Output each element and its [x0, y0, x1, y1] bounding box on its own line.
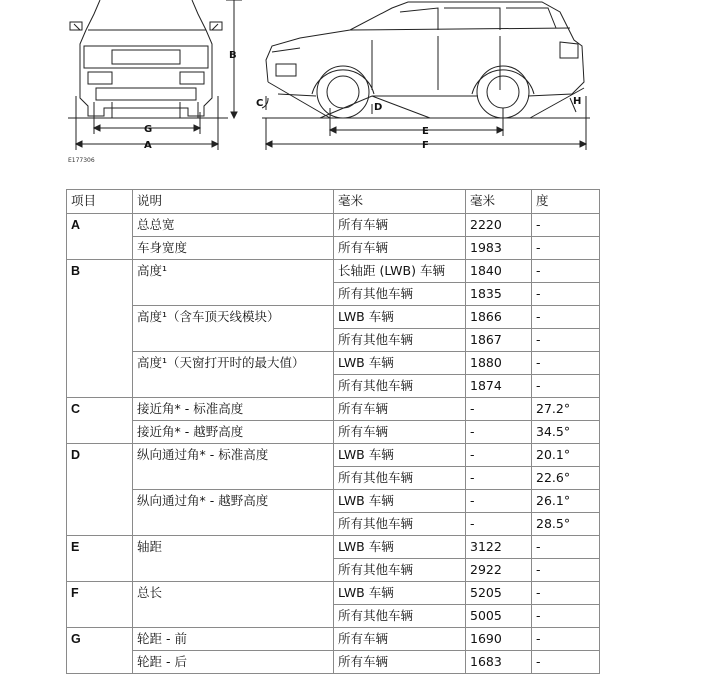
cell-description: 总总宽: [133, 214, 334, 237]
label-d: D: [374, 102, 383, 113]
label-b: B: [229, 50, 237, 61]
cell-description: [133, 329, 334, 352]
cell-degree: 27.2°: [532, 398, 600, 421]
cell-mm: 1867: [466, 329, 532, 352]
cell-description: 高度¹（天窗打开时的最大值）: [133, 352, 334, 375]
cell-item: [67, 352, 133, 375]
cell-item: [67, 421, 133, 444]
table-row: [67, 467, 600, 490]
cell-scope: 所有车辆: [334, 237, 466, 260]
cell-degree: -: [532, 283, 600, 306]
cell-degree: -: [532, 559, 600, 582]
cell-degree: 20.1°: [532, 444, 600, 467]
cell-description: [133, 375, 334, 398]
cell-description: 纵向通过角* - 越野高度: [133, 490, 334, 513]
cell-mm: 3122: [466, 536, 532, 559]
cell-degree: -: [532, 628, 600, 651]
header-degree: 度: [532, 190, 600, 214]
table-row: [67, 214, 600, 237]
cell-item: [67, 306, 133, 329]
cell-mm: 1690: [466, 628, 532, 651]
table-row: [67, 398, 600, 421]
cell-item: E: [67, 536, 133, 559]
cell-degree: -: [532, 582, 600, 605]
cell-mm: -: [466, 421, 532, 444]
table-row: [67, 306, 600, 329]
cell-degree: -: [532, 214, 600, 237]
cell-item: [67, 467, 133, 490]
cell-degree: -: [532, 329, 600, 352]
cell-degree: -: [532, 375, 600, 398]
cell-mm: -: [466, 513, 532, 536]
cell-description: 纵向通过角* - 标准高度: [133, 444, 334, 467]
header-item: 项目: [67, 190, 133, 214]
dimensions-table: [66, 189, 600, 674]
cell-mm: 1880: [466, 352, 532, 375]
cell-item: [67, 559, 133, 582]
cell-scope: LWB 车辆: [334, 306, 466, 329]
table-row: [67, 490, 600, 513]
cell-scope: 所有车辆: [334, 398, 466, 421]
label-e: E: [422, 126, 429, 137]
cell-scope: LWB 车辆: [334, 536, 466, 559]
cell-item: [67, 283, 133, 306]
cell-item: D: [67, 444, 133, 467]
cell-mm: 2922: [466, 559, 532, 582]
cell-degree: 28.5°: [532, 513, 600, 536]
cell-scope: 所有其他车辆: [334, 329, 466, 352]
cell-mm: 2220: [466, 214, 532, 237]
cell-scope: 所有车辆: [334, 214, 466, 237]
front-view-vehicle: [70, 0, 222, 118]
cell-mm: 1983: [466, 237, 532, 260]
cell-scope: 所有车辆: [334, 421, 466, 444]
cell-item: F: [67, 582, 133, 605]
label-c: C: [256, 98, 264, 109]
figure-id: E177306: [68, 157, 95, 164]
cell-degree: -: [532, 605, 600, 628]
cell-description: 接近角* - 越野高度: [133, 421, 334, 444]
cell-mm: -: [466, 398, 532, 421]
cell-description: 高度¹: [133, 260, 334, 283]
header-mm-value: 毫米: [466, 190, 532, 214]
table-row: [67, 536, 600, 559]
cell-description: [133, 513, 334, 536]
cell-degree: -: [532, 536, 600, 559]
cell-item: [67, 490, 133, 513]
cell-description: 高度¹（含车顶天线模块）: [133, 306, 334, 329]
cell-scope: LWB 车辆: [334, 444, 466, 467]
table-header-row: [67, 190, 600, 214]
table-row: [67, 605, 600, 628]
cell-scope: 长轴距 (LWB) 车辆: [334, 260, 466, 283]
cell-degree: -: [532, 352, 600, 375]
header-mm-scope: 毫米: [334, 190, 466, 214]
dimension-diagram: [0, 0, 706, 170]
cell-mm: -: [466, 490, 532, 513]
table-row: [67, 283, 600, 306]
cell-description: 车身宽度: [133, 237, 334, 260]
table-row: [67, 260, 600, 283]
cell-description: 总长: [133, 582, 334, 605]
cell-item: [67, 651, 133, 674]
vehicle-dimension-drawing: [0, 0, 706, 170]
cell-mm: 1866: [466, 306, 532, 329]
cell-item: [67, 375, 133, 398]
table-row: [67, 628, 600, 651]
cell-scope: 所有其他车辆: [334, 283, 466, 306]
cell-scope: 所有车辆: [334, 628, 466, 651]
cell-description: [133, 283, 334, 306]
cell-description: 轴距: [133, 536, 334, 559]
cell-degree: -: [532, 306, 600, 329]
cell-item: [67, 605, 133, 628]
label-g: G: [144, 124, 153, 135]
label-h: H: [573, 96, 582, 107]
label-f: F: [422, 140, 429, 151]
cell-item: C: [67, 398, 133, 421]
table-row: [67, 329, 600, 352]
cell-description: [133, 467, 334, 490]
cell-mm: -: [466, 444, 532, 467]
table-row: [67, 513, 600, 536]
cell-item: A: [67, 214, 133, 237]
table-row: [67, 352, 600, 375]
header-desc: 说明: [133, 190, 334, 214]
cell-mm: 1874: [466, 375, 532, 398]
table-row: [67, 582, 600, 605]
cell-item: [67, 513, 133, 536]
cell-item: [67, 329, 133, 352]
cell-scope: LWB 车辆: [334, 582, 466, 605]
cell-degree: -: [532, 651, 600, 674]
cell-degree: -: [532, 260, 600, 283]
table-row: [67, 237, 600, 260]
cell-description: 轮距 - 后: [133, 651, 334, 674]
cell-item: B: [67, 260, 133, 283]
table-row: [67, 421, 600, 444]
cell-mm: 5005: [466, 605, 532, 628]
cell-item: G: [67, 628, 133, 651]
cell-degree: -: [532, 237, 600, 260]
table-row: [67, 559, 600, 582]
cell-degree: 22.6°: [532, 467, 600, 490]
cell-mm: 5205: [466, 582, 532, 605]
cell-degree: 26.1°: [532, 490, 600, 513]
cell-mm: 1840: [466, 260, 532, 283]
table-row: [67, 651, 600, 674]
cell-description: 接近角* - 标准高度: [133, 398, 334, 421]
cell-description: 轮距 - 前: [133, 628, 334, 651]
cell-mm: -: [466, 467, 532, 490]
table-row: [67, 444, 600, 467]
cell-degree: 34.5°: [532, 421, 600, 444]
cell-mm: 1683: [466, 651, 532, 674]
cell-scope: 所有其他车辆: [334, 467, 466, 490]
cell-description: [133, 605, 334, 628]
cell-scope: LWB 车辆: [334, 352, 466, 375]
side-view-vehicle: [266, 2, 584, 118]
label-a: A: [144, 140, 152, 151]
table-row: [67, 375, 600, 398]
cell-description: [133, 559, 334, 582]
cell-scope: 所有其他车辆: [334, 559, 466, 582]
cell-item: [67, 237, 133, 260]
cell-scope: 所有其他车辆: [334, 605, 466, 628]
cell-mm: 1835: [466, 283, 532, 306]
cell-scope: LWB 车辆: [334, 490, 466, 513]
cell-scope: 所有其他车辆: [334, 513, 466, 536]
cell-scope: 所有其他车辆: [334, 375, 466, 398]
cell-scope: 所有车辆: [334, 651, 466, 674]
